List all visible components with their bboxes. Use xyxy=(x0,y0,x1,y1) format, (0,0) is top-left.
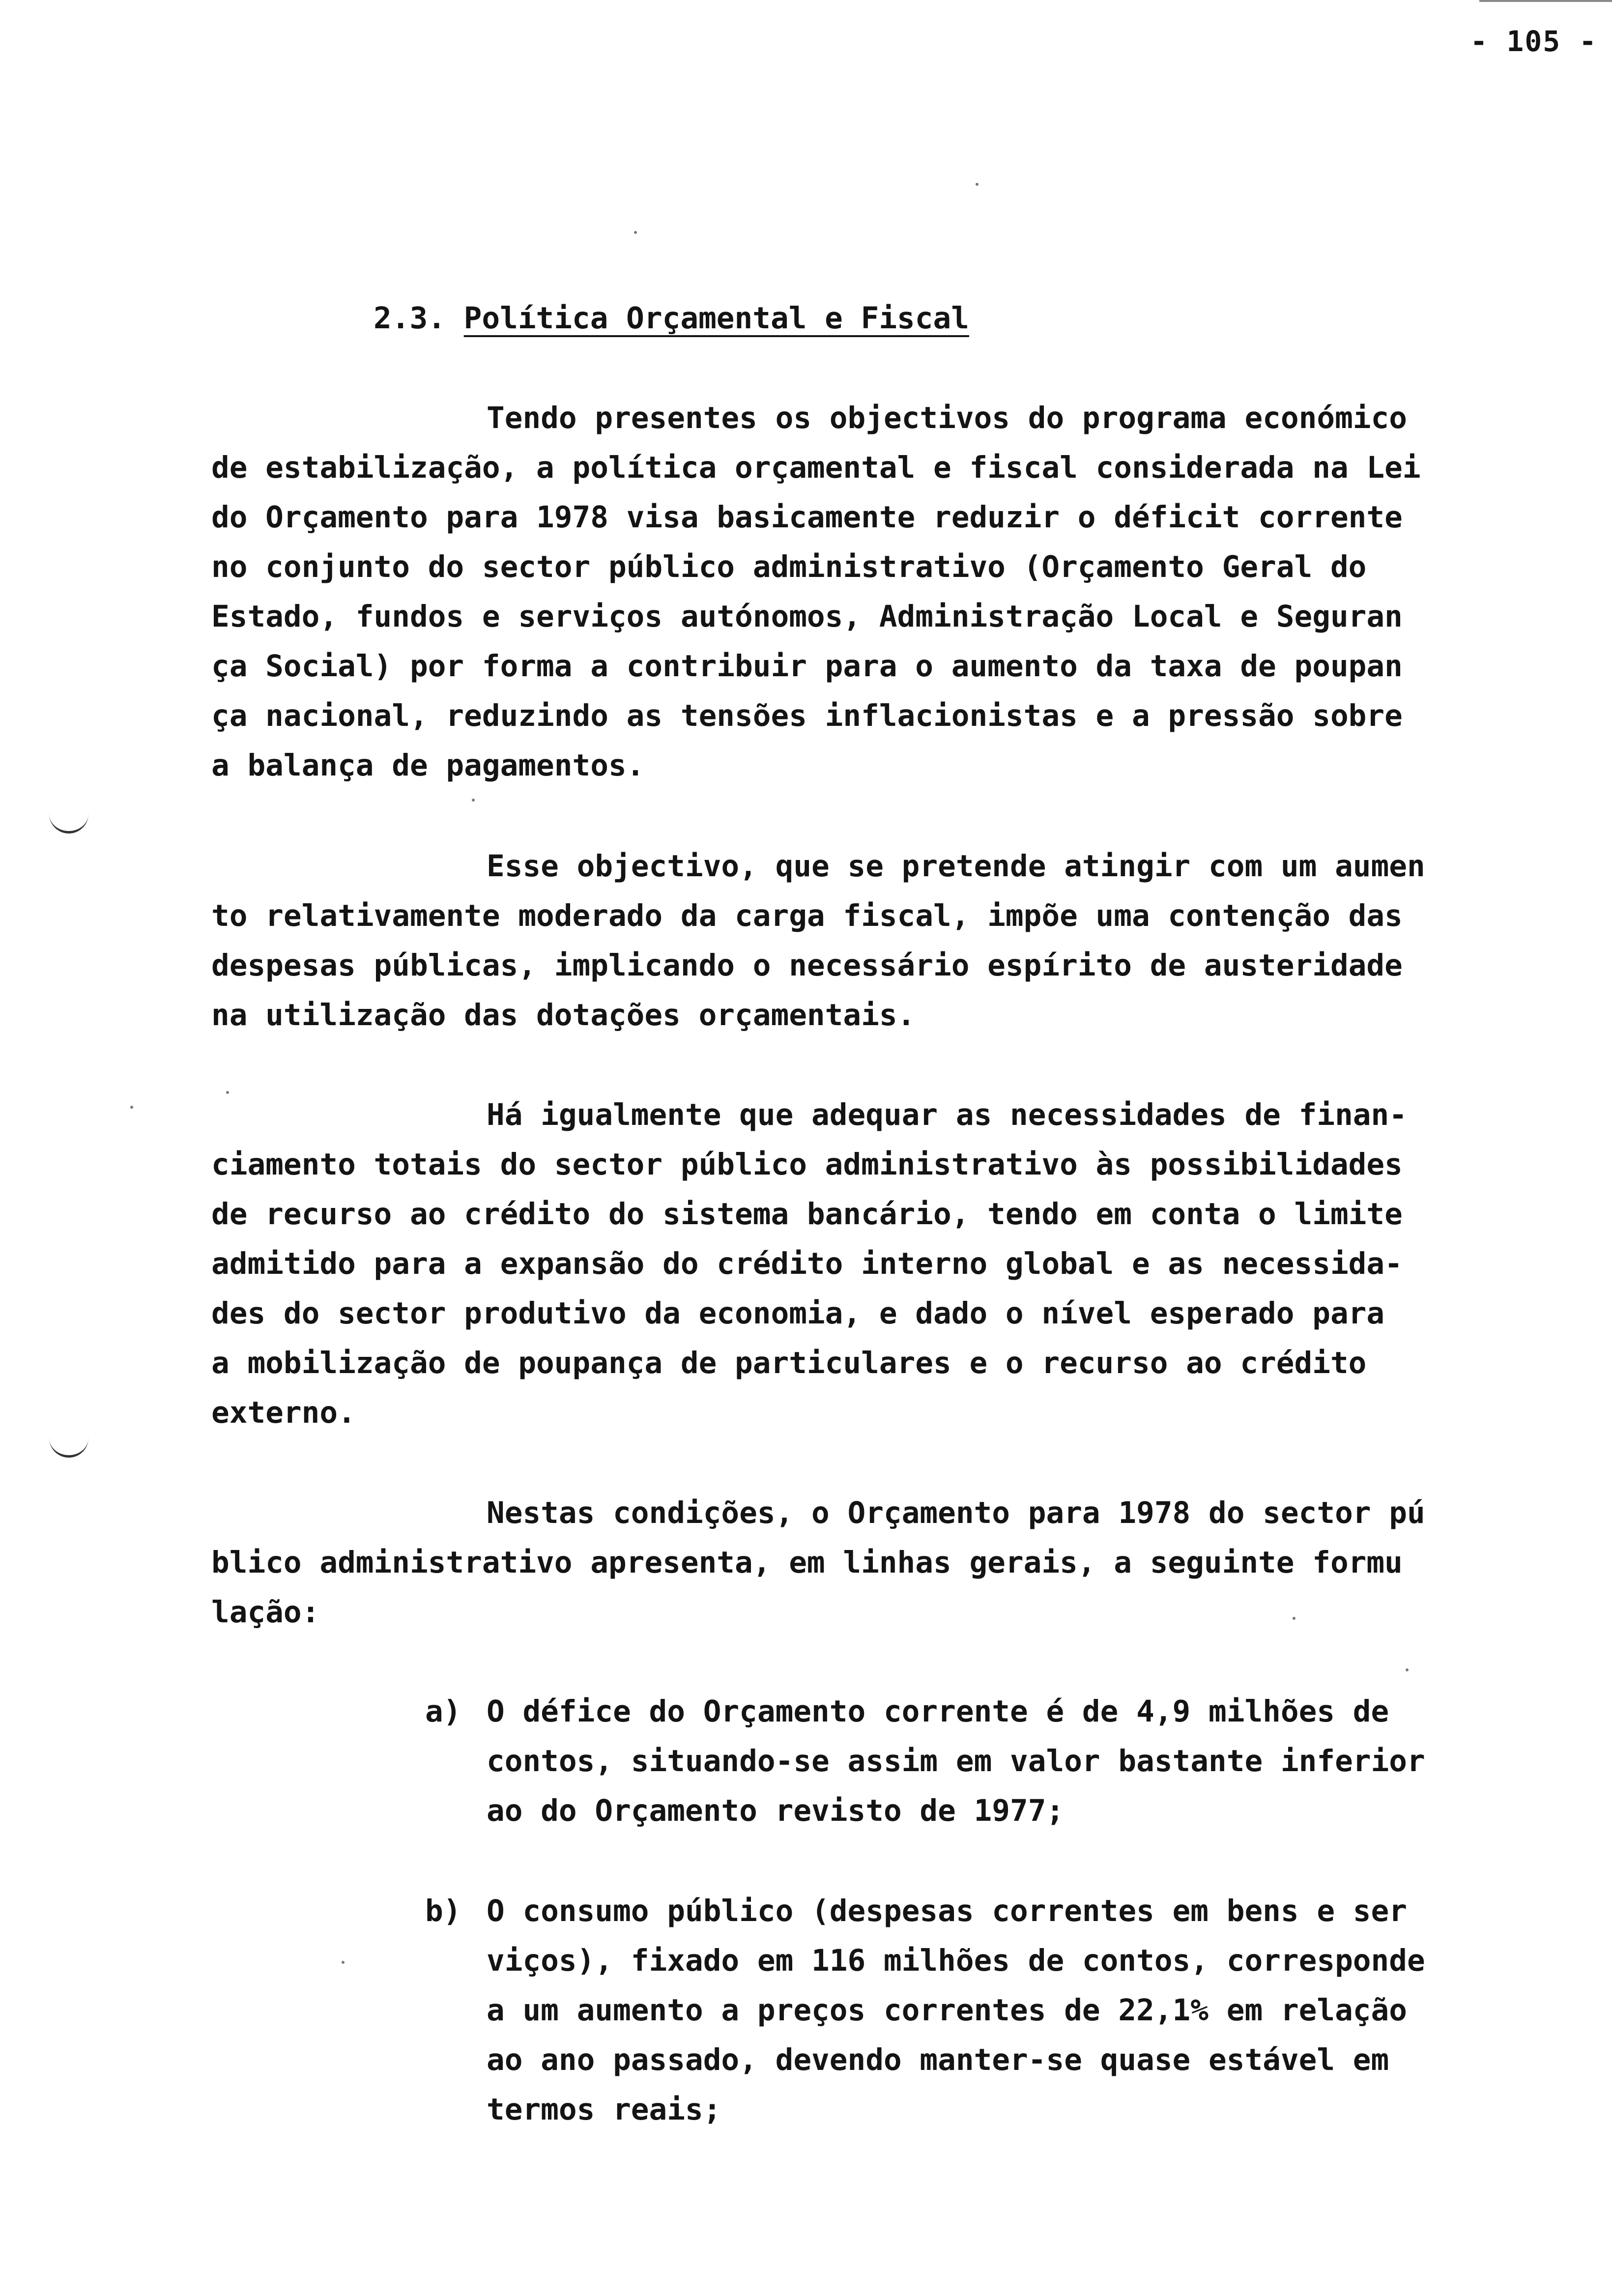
scan-speck xyxy=(226,1091,229,1094)
margin-mark xyxy=(49,813,88,833)
scan-speck xyxy=(634,231,637,234)
paragraph-line: de estabilização, a política orçamental e fiscal considerada na Lei xyxy=(211,450,1421,485)
scan-speck xyxy=(342,1961,345,1964)
list-line: termos reais; xyxy=(487,2092,721,2127)
paragraph-1 xyxy=(211,393,1538,790)
list-marker: b) xyxy=(425,1894,461,1928)
paragraph-line: des do sector produtivo da economia, e dado o nível esperado para xyxy=(211,1296,1385,1331)
paragraph-line: no conjunto do sector público administrativo (Orçamento Geral do xyxy=(211,549,1367,584)
paragraph-3 xyxy=(211,1090,1538,1437)
paragraph-line: lação: xyxy=(211,1595,320,1630)
paragraph-line: Estado, fundos e serviços autónomos, Administração Local e Seguran xyxy=(211,599,1403,634)
paragraph-line: ça nacional, reduzindo as tensões inflacionistas e a pressão sobre xyxy=(211,698,1403,733)
paragraph-line: despesas públicas, implicando o necessário espírito de austeridade xyxy=(211,948,1403,983)
paragraph-line: blico administrativo apresenta, em linhas gerais, a seguinte formu xyxy=(211,1545,1403,1580)
paragraph-line: Esse objectivo, que se pretende atingir com um aumen xyxy=(487,849,1425,884)
list-line: contos, situando-se assim em valor bastante inferior xyxy=(487,1744,1425,1779)
paragraph-line: na utilização das dotações orçamentais. xyxy=(211,998,916,1033)
paragraph-line: de recurso ao crédito do sistema bancário, tendo em conta o limite xyxy=(211,1197,1403,1232)
paragraph-line: ça Social) por forma a contribuir para o aumento da taxa de poupan xyxy=(211,649,1403,684)
margin-mark xyxy=(49,1437,88,1458)
paragraph-line: externo. xyxy=(211,1395,356,1430)
list-line: viços), fixado em 116 milhões de contos, corresponde xyxy=(487,1943,1425,1978)
section-title: Política Orçamental e Fiscal xyxy=(463,301,969,336)
scan-speck xyxy=(1293,1617,1295,1620)
paragraph-line: to relativamente moderado da carga fiscal, impõe uma contenção das xyxy=(211,898,1403,933)
section-heading xyxy=(374,301,969,336)
list-marker: a) xyxy=(425,1694,461,1729)
list-item-body xyxy=(487,1687,1543,1836)
scan-speck xyxy=(1406,1668,1409,1671)
page-number: - 105 - xyxy=(1470,25,1597,58)
list-line: ao do Orçamento revisto de 1977; xyxy=(487,1793,1065,1828)
scan-edge-line xyxy=(1479,0,1612,2)
paragraph-4 xyxy=(211,1488,1538,1637)
list-line: O consumo público (despesas correntes em bens e ser xyxy=(487,1894,1407,1928)
paragraph-line: admitido para a expansão do crédito interno global e as necessida- xyxy=(211,1246,1403,1281)
scan-speck xyxy=(130,1106,133,1109)
paragraph-line: Há igualmente que adequar as necessidades de finan- xyxy=(487,1097,1407,1132)
section-number: 2.3. xyxy=(374,301,446,336)
paragraph-line: Tendo presentes os objectivos do programa económico xyxy=(487,401,1407,435)
list-line: ao ano passado, devendo manter-se quase estável em xyxy=(487,2042,1389,2077)
list-item-body xyxy=(487,1886,1543,2134)
scan-speck xyxy=(976,183,979,186)
list-line: O défice do Orçamento corrente é de 4,9 milhões de xyxy=(487,1694,1389,1729)
list-line: a um aumento a preços correntes de 22,1% em relação xyxy=(487,1993,1407,2028)
paragraph-line: Nestas condições, o Orçamento para 1978 do sector pú xyxy=(487,1495,1425,1530)
scan-speck xyxy=(472,799,475,802)
paragraph-line: a balança de pagamentos. xyxy=(211,748,645,783)
paragraph-2 xyxy=(211,841,1538,1040)
paragraph-line: do Orçamento para 1978 visa basicamente reduzir o déficit corrente xyxy=(211,500,1403,535)
paragraph-line: ciamento totais do sector público administrativo às possibilidades xyxy=(211,1147,1403,1182)
paragraph-line: a mobilização de poupança de particulares e o recurso ao crédito xyxy=(211,1346,1367,1380)
